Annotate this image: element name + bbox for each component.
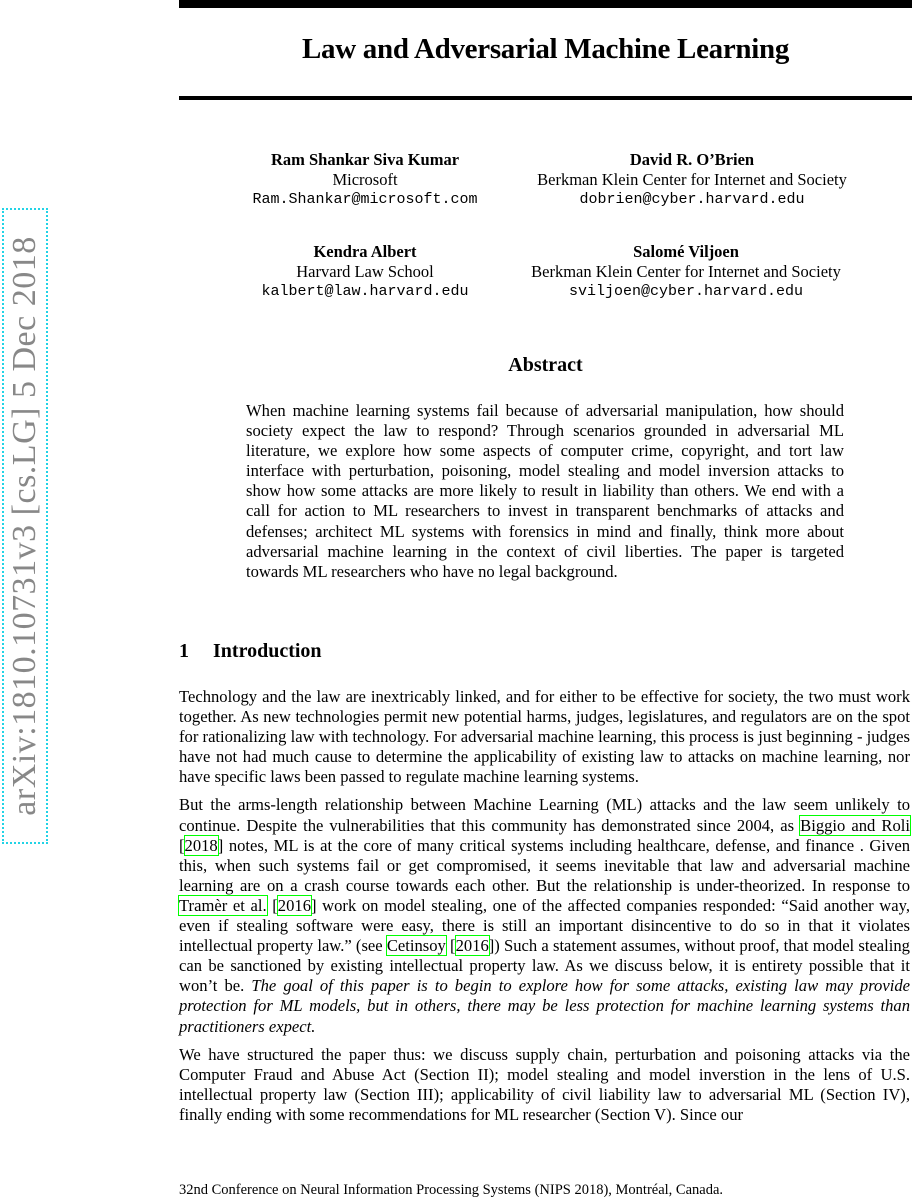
conference-footnote: 32nd Conference on Neural Information Processing Systems (NIPS 2018), Montréal, Canada. — [179, 1182, 724, 1198]
abstract-heading: Abstract — [508, 354, 583, 376]
author-email[interactable]: Ram.Shankar@microsoft.com — [252, 191, 478, 208]
text-run: ] notes, ML is at the core of many critical systems including healthcare, defense, and finance . Given this, when such systems fail or get compromised, it seems inevitable that law and adversarial machine learning are on a crash course towards each other. But the relationship is under-theorized. In response to — [179, 835, 910, 895]
text-run: ] work on model stealing, one of the affected companies responded: “Said another way, even if stealing software were easy, there is still an important disincentive to do so in that it violates intellectual property law.” (see — [179, 895, 911, 956]
emphasis-text: The goal of this paper is to begin to explore how for some attacks, existing law may provide protection for ML models, but in others, there may be less protection for machine learning systems than practitioners expect. — [179, 976, 910, 1036]
paragraph: Technology and the law are inextricably linked, and for either to be effective for society, the two must work together. As new technologies permit new potential harms, judges, legislatures, and regulators are on the spot for rationalizing law with technology. For adversarial machine learning, this process is just beginning - judges have not had much cause to determine the applicability of existing law to attacks on machine learning, nor have specific laws been passed to regulate machine learning systems. — [179, 687, 910, 787]
citation-year-link[interactable]: 2018 — [184, 835, 218, 855]
arxiv-stamp[interactable] — [2, 208, 48, 844]
section-title: Introduction — [213, 640, 322, 662]
abstract-text: When machine learning systems fail because of adversarial manipulation, how should society expect the law to respond? Through scenarios grounded in adversarial ML literature, we explore how some aspects of computer crime, copyright, and tort law interface with perturbation, poisoning, model stealing and model inversion attacks to show how some attacks are more likely to result in liability than others. We end with a call for action to ML researchers to invest in transparent benchmarks of attacks and defenses; architect ML systems with forensics in mind and finally, think more about adversarial machine learning in the context of civil liberties. The paper is targeted towards ML researchers who have no legal background. — [246, 401, 844, 581]
author-affiliation: Harvard Law School — [296, 262, 434, 281]
title-bottom-rule — [179, 96, 912, 100]
citation-link[interactable]: Cetinsoy — [386, 936, 446, 956]
author-email[interactable]: kalbert@law.harvard.edu — [261, 283, 469, 300]
paper-title: Law and Adversarial Machine Learning — [301, 33, 790, 65]
citation-link[interactable]: Tramèr et al. — [179, 895, 267, 915]
body-text — [179, 687, 910, 1133]
section-number: 1 — [179, 640, 189, 662]
author-name: Ram Shankar Siva Kumar — [270, 150, 460, 169]
author-email[interactable]: sviljoen@cyber.harvard.edu — [568, 283, 804, 300]
citation-link[interactable]: Biggio and Roli — [800, 815, 910, 835]
author-block — [205, 242, 525, 302]
citation-year-link[interactable]: 2016 — [455, 936, 489, 956]
author-name: Kendra Albert — [313, 242, 417, 261]
author-name: David R. O’Brien — [629, 150, 755, 169]
author-email[interactable]: dobrien@cyber.harvard.edu — [579, 191, 805, 208]
text-run: ]) Such a statement assumes, without proof, that model stealing can be sanctioned by existing intellectual property law. As we discuss below, it is entirety possible that it won’t be. — [179, 936, 910, 996]
section-heading — [179, 640, 322, 663]
text-run: But the arms-length relationship between Machine Learning (ML) attacks and the law seem unlikely to continue. Despite the vulnerabilities that this community has demonstrated since 2004, as — [179, 795, 910, 835]
author-affiliation: Microsoft — [332, 170, 398, 189]
paragraph: We have structured the paper thus: we discuss supply chain, perturbation and poisoning attacks via the Computer Fraud and Abuse Act (Section II); model stealing and model inverstion in the lens of U.S. intellectual property law (Section III); applicability of civil liability law to adversarial ML (Section IV), finally ending with some recommendations for ML researcher (Section V). Since our — [179, 1044, 910, 1124]
author-affiliation: Berkman Klein Center for Internet and Society — [531, 262, 841, 281]
author-block — [205, 150, 525, 210]
author-name: Salomé Viljoen — [633, 242, 739, 261]
title-top-rule — [179, 0, 912, 8]
arxiv-stamp-text: arXiv:1810.10731v3 [cs.LG] 5 Dec 2018 — [6, 236, 43, 816]
paragraph: But the arms-length relationship between Machine Learning (ML) attacks and the law seem unlikely to continue. Despite the vulnerabilities that this community has demonstrated since 2004, as Biggio and Roli [2018] notes, ML is at the core of many critical systems including healthcare, defense, and finance . Given this, when such systems fail or get compromised, it seems inevitable that law and adversarial machine learning are on a crash course towards each other. But the relationship is under-theorized. In response to Tramèr et al. [2016] work on model stealing, one of the affected companies responded: “Said another way, even if stealing software were easy, there is still an important disincentive to do so in that it violates intellectual property law.” (see Cetinsoy [2016]) Such a statement assumes, without proof, that model stealing can be sanctioned by existing intellectual property law. As we discuss below, it is entirety possible that it won’t be. The goal of this paper is to begin to explore how for some attacks, existing law may provide protection for ML models, but in others, there may be less protection for machine learning systems than practitioners expect. — [179, 795, 911, 1036]
citation-year-link[interactable]: 2016 — [277, 895, 311, 915]
author-block — [512, 150, 872, 210]
author-affiliation: Berkman Klein Center for Internet and Society — [537, 170, 847, 189]
author-block — [506, 242, 866, 302]
